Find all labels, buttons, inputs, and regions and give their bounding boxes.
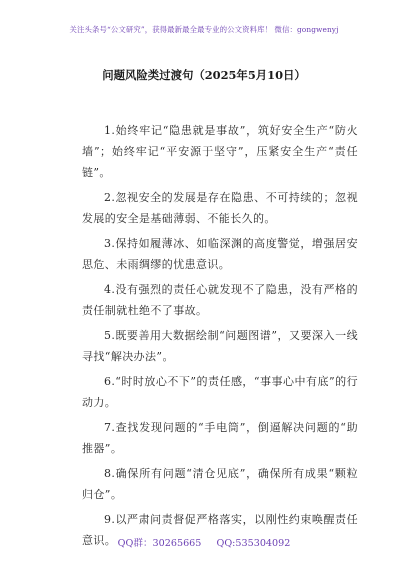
paragraph-9: 9.以严肃问责督促严格落实，以刚性约束唤醒责任意识。 bbox=[82, 513, 358, 547]
paragraph-7: 7.查找发现问题的“手电筒”，倒逼解决问题的“助推器”。 bbox=[82, 421, 358, 455]
document-body bbox=[82, 120, 358, 555]
paragraph-5: 5.既要善用大数据绘制“问题图谱”，又要深入一线寻找“解决办法”。 bbox=[82, 329, 358, 363]
header-banner: 关注头条号“公文研究”，获得最新最全最专业的公文资料库！ 微信：gongwenyj bbox=[69, 25, 339, 34]
footer-contacts bbox=[0, 535, 408, 549]
qq-group-link[interactable]: QQ群：30265665 bbox=[117, 538, 202, 549]
document-title: 问题风险类过渡句（2025年5月10日） bbox=[102, 68, 306, 82]
paragraph-2: 2.忽视安全的发展是存在隐患、不可持续的；忽视发展的安全是基础薄弱、不能长久的。 bbox=[82, 191, 358, 225]
paragraph-1: 1.始终牢记“隐患就是事故”，筑好安全生产“防火墙”；始终牢记“平安源于坚守”，压紧安全生产“责任链”。 bbox=[82, 124, 358, 179]
qq-contact-link[interactable]: QQ:535304092 bbox=[216, 538, 291, 549]
paragraph-3: 3.保持如履薄冰、如临深渊的高度警觉，增强居安思危、未雨绸缪的忧患意识。 bbox=[82, 237, 358, 271]
paragraph-6: 6.“时时放心不下”的责任感，“事事心中有底”的行动力。 bbox=[82, 375, 358, 409]
paragraph-4: 4.没有强烈的责任心就发现不了隐患，没有严格的责任制就杜绝不了事故。 bbox=[82, 283, 358, 317]
paragraph-8: 8.确保所有问题“清仓见底”，确保所有成果“颗粒归仓”。 bbox=[82, 467, 358, 501]
